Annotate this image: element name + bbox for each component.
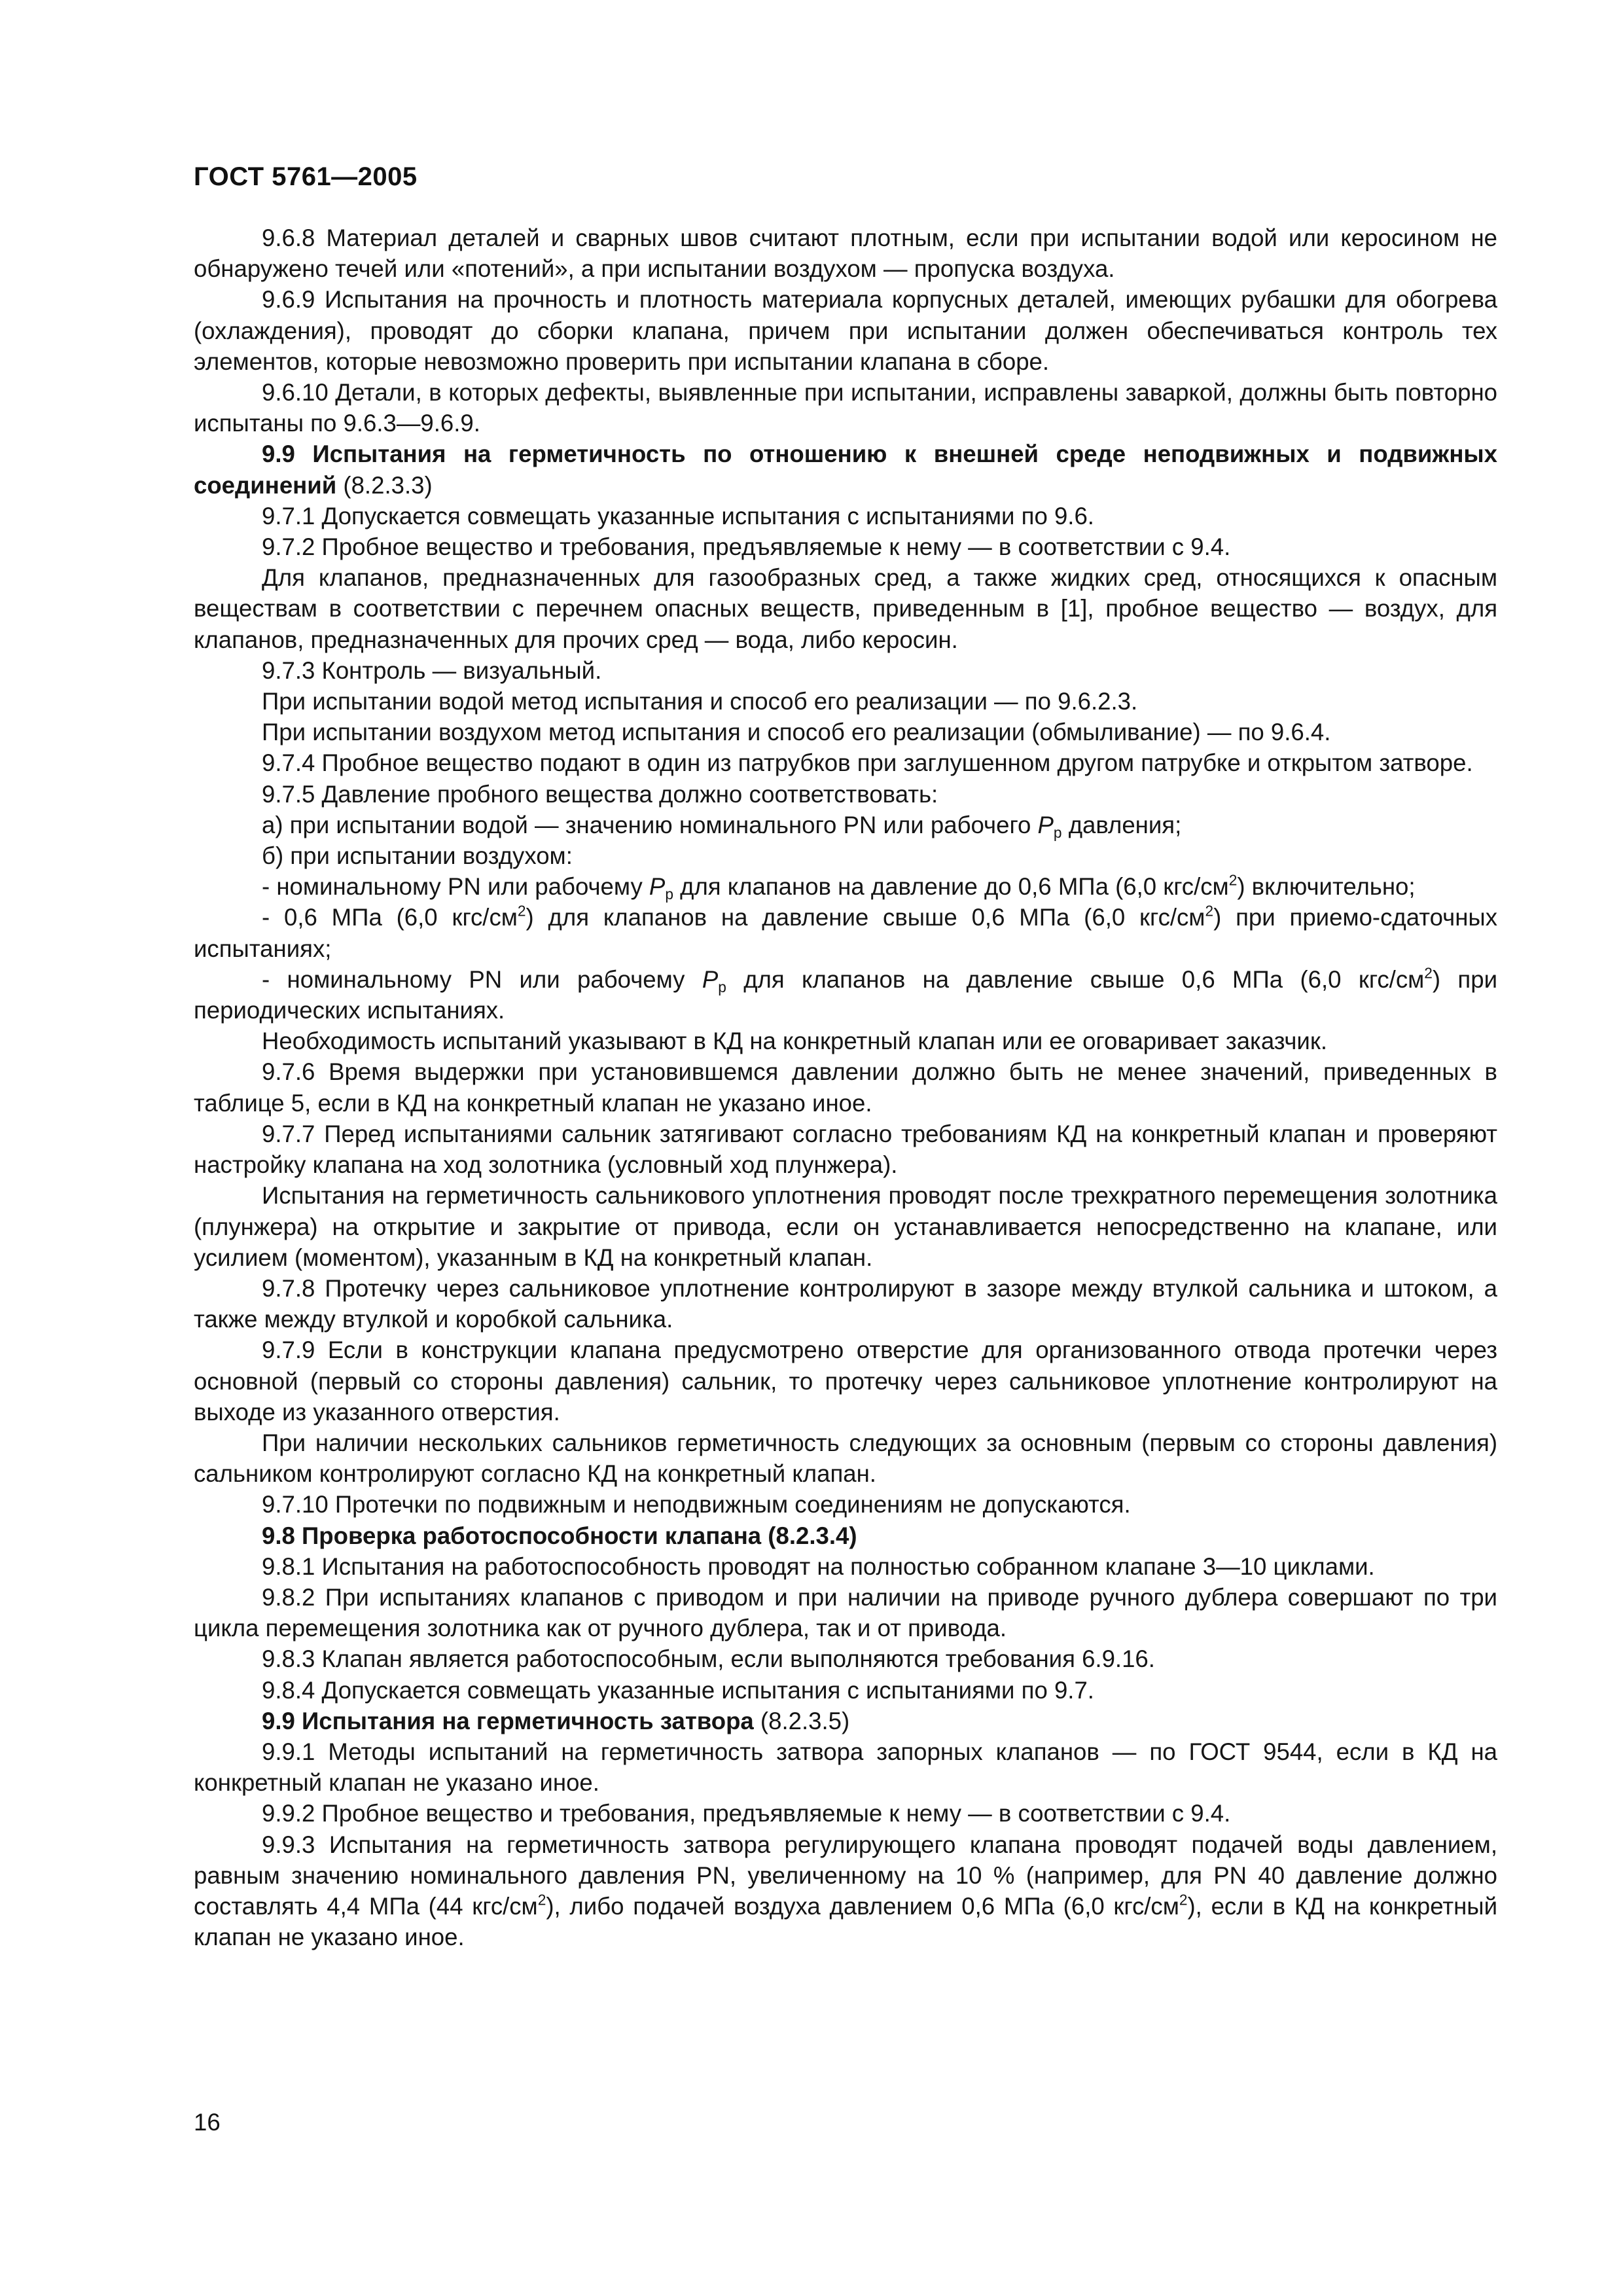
clause-9-8-3: 9.8.3 Клапан является работоспособным, если выполняются требования 6.9.16. [262, 1645, 1155, 1673]
pressure-symbol: P [1037, 811, 1054, 838]
pressure-symbol: P [649, 873, 666, 901]
paragraph-multiple-glands: При наличии нескольких сальников герметичность следующих за основным (первым со стороны давления) сальником контролируют согласно КД на конкретный клапан. [194, 1429, 1497, 1488]
text-run: ), либо подачей воздуха давлением 0,6 МПа (6,0 кгс/см [546, 1892, 1179, 1920]
clause-9-7-6: 9.7.6 Время выдержки при установившемся давлении должно быть не менее значений, приведенных в таблице 5, если в КД на конкретный клапан не указано иное. [194, 1058, 1497, 1117]
text-run: ) включительно; [1237, 873, 1416, 901]
section-heading-9-8: 9.8 Проверка работоспособности клапана (8.2.3.4) [262, 1522, 857, 1549]
pressure-subscript: р [1053, 823, 1062, 841]
clause-9-8-4: 9.8.4 Допускается совмещать указанные испытания с испытаниями по 9.7. [262, 1676, 1094, 1704]
superscript: 2 [517, 902, 526, 920]
paragraph-gland-seal-test: Испытания на герметичность сальникового уплотнения проводят после трехкратного перемещения золотника (плунжера) на открытие и закрытие от привода, если он устанавливается непосредственно на клапане, или усилием (моментом), указанным в КД на конкретный клапан. [194, 1182, 1497, 1271]
clause-9-6-8: 9.6.8 Материал деталей и сварных швов считают плотным, если при испытании водой или керосином не обнаружено течей или «потений», а при испытании воздухом — пропуска воздуха. [194, 224, 1497, 283]
text-run: для клапанов на давление свыше 0,6 МПа (6,0 кгс/см [726, 965, 1425, 993]
text-run: - 0,6 МПа (6,0 кгс/см [262, 904, 518, 931]
section-heading-9-9 [194, 1706, 1497, 1736]
clause-9-7-2: 9.7.2 Пробное вещество и требования, предъявляемые к нему — в соответствии с 9.4. [262, 533, 1231, 561]
pressure-subscript: р [718, 978, 726, 996]
text-run: - номинальному PN или рабочему [262, 873, 649, 901]
text-run: давления; [1061, 811, 1182, 838]
list-dash-item-2 [194, 902, 1497, 963]
text-run: ) при приемо-сдаточных испытаниях; [194, 904, 1497, 962]
document-body [194, 223, 1497, 1952]
section-title: 9.9 Испытания на герметичность затвора [262, 1707, 754, 1734]
clause-9-7-4: 9.7.4 Пробное вещество подают в один из патрубков при заглушенном другом патрубке и открытом затворе. [262, 749, 1473, 777]
paragraph-water-test: При испытании водой метод испытания и способ его реализации — по 9.6.2.3. [262, 688, 1138, 715]
paragraph-test-necessity: Необходимость испытаний указывают в КД на конкретный клапан или ее оговаривает заказчик. [262, 1028, 1327, 1055]
clause-9-8-1: 9.8.1 Испытания на работоспособность проводят на полностью собранном клапане 3—10 циклами. [262, 1552, 1375, 1580]
section-title: 9.9 Испытания на герметичность по отношению к внешней среде неподвижных и подвижных соединений [194, 440, 1497, 499]
clause-9-6-9: 9.6.9 Испытания на прочность и плотность материала корпусных деталей, имеющих рубашки для обогрева (охлаждения), проводят до сборки клапана, причем при испытании должен обеспечиваться контроль тех элементов, которые невозможно проверить при испытании клапана в сборе. [194, 286, 1497, 375]
list-dash-item-3 [194, 964, 1497, 1026]
clause-9-7-1: 9.7.1 Допускается совмещать указанные испытания с испытаниями по 9.6. [262, 502, 1094, 529]
superscript: 2 [1228, 871, 1238, 889]
list-item-a [194, 810, 1497, 840]
paragraph-test-medium: Для клапанов, предназначенных для газообразных сред, а также жидких сред, относящихся к опасным веществам в соответствии с перечнем опасных веществ, приведенным в [1], пробное вещество — воздух, для клапанов, предназначенных для прочих сред — вода, либо керосин. [194, 564, 1497, 653]
document-header: ГОСТ 5761—2005 [194, 162, 418, 191]
text-run: а) при испытании водой — значению номинального PN или рабочего [262, 811, 1038, 838]
clause-9-7-8: 9.7.8 Протечку через сальниковое уплотнение контролируют в зазоре между втулкой сальника и штоком, а также между втулкой и коробкой сальника. [194, 1274, 1497, 1333]
superscript: 2 [1179, 1891, 1188, 1909]
pressure-symbol: P [702, 965, 719, 993]
clause-9-9-3 [194, 1829, 1497, 1953]
text-run: для клапанов на давление до 0,6 МПа (6,0 кгс/см [673, 873, 1229, 901]
section-heading-9-7 [194, 439, 1497, 500]
text-run: 9.9.3 Испытания на герметичность затвора регулирующего клапана проводят подачей воды давлением, равным значению номинального давления PN, увеличенному на 10 % (например, для PN 40 давление должно составлять 4,4 МПа (44 кгс/см [194, 1831, 1497, 1920]
section-ref: (8.2.3.3) [336, 471, 433, 499]
pressure-subscript: р [665, 886, 673, 903]
text-run: ), если в КД на конкретный клапан не указано иное. [194, 1892, 1498, 1951]
superscript: 2 [537, 1891, 546, 1909]
page-number: 16 [194, 2109, 221, 2136]
text-run: ) для клапанов на давление свыше 0,6 МПа (6,0 кгс/см [526, 904, 1205, 931]
clause-9-9-1: 9.9.1 Методы испытаний на герметичность затвора запорных клапанов — по ГОСТ 9544, если в КД на конкретный клапан не указано иное. [194, 1738, 1497, 1797]
clause-9-7-10: 9.7.10 Протечки по подвижным и неподвижным соединениям не допускаются. [262, 1491, 1131, 1518]
text-run: - номинальному PN или рабочему [262, 965, 702, 993]
clause-9-7-9: 9.7.9 Если в конструкции клапана предусмотрено отверстие для организованного отвода протечки через основной (первый со стороны давления) сальник, то протечку через сальниковое уплотнение контролируют на выходе из указанного отверстия. [194, 1336, 1497, 1426]
text-run: ) при периодических испытаниях. [194, 965, 1497, 1024]
clause-9-9-2: 9.9.2 Пробное вещество и требования, предъявляемые к нему — в соответствии с 9.4. [262, 1800, 1231, 1827]
superscript: 2 [1205, 902, 1214, 920]
clause-9-7-5: 9.7.5 Давление пробного вещества должно соответствовать: [262, 780, 938, 808]
clause-9-6-10: 9.6.10 Детали, в которых дефекты, выявленные при испытании, исправлены заваркой, должны быть повторно испытаны по 9.6.3—9.6.9. [194, 379, 1497, 437]
list-dash-item-1 [194, 871, 1497, 902]
clause-9-8-2: 9.8.2 При испытаниях клапанов с приводом и при наличии на приводе ручного дублера совершают по три цикла перемещения золотника как от ручного дублера, так и от привода. [194, 1583, 1497, 1642]
list-item-b: б) при испытании воздухом: [262, 842, 573, 870]
clause-9-7-7: 9.7.7 Перед испытаниями сальник затягивают согласно требованиям КД на конкретный клапан и проверяют настройку клапана на ход золотника (условный ход плунжера). [194, 1120, 1497, 1179]
section-ref: (8.2.3.5) [753, 1707, 850, 1734]
paragraph-air-test: При испытании воздухом метод испытания и способ его реализации (обмыливание) — по 9.6.4. [262, 719, 1331, 746]
superscript: 2 [1424, 964, 1433, 982]
clause-9-7-3: 9.7.3 Контроль — визуальный. [262, 656, 602, 684]
